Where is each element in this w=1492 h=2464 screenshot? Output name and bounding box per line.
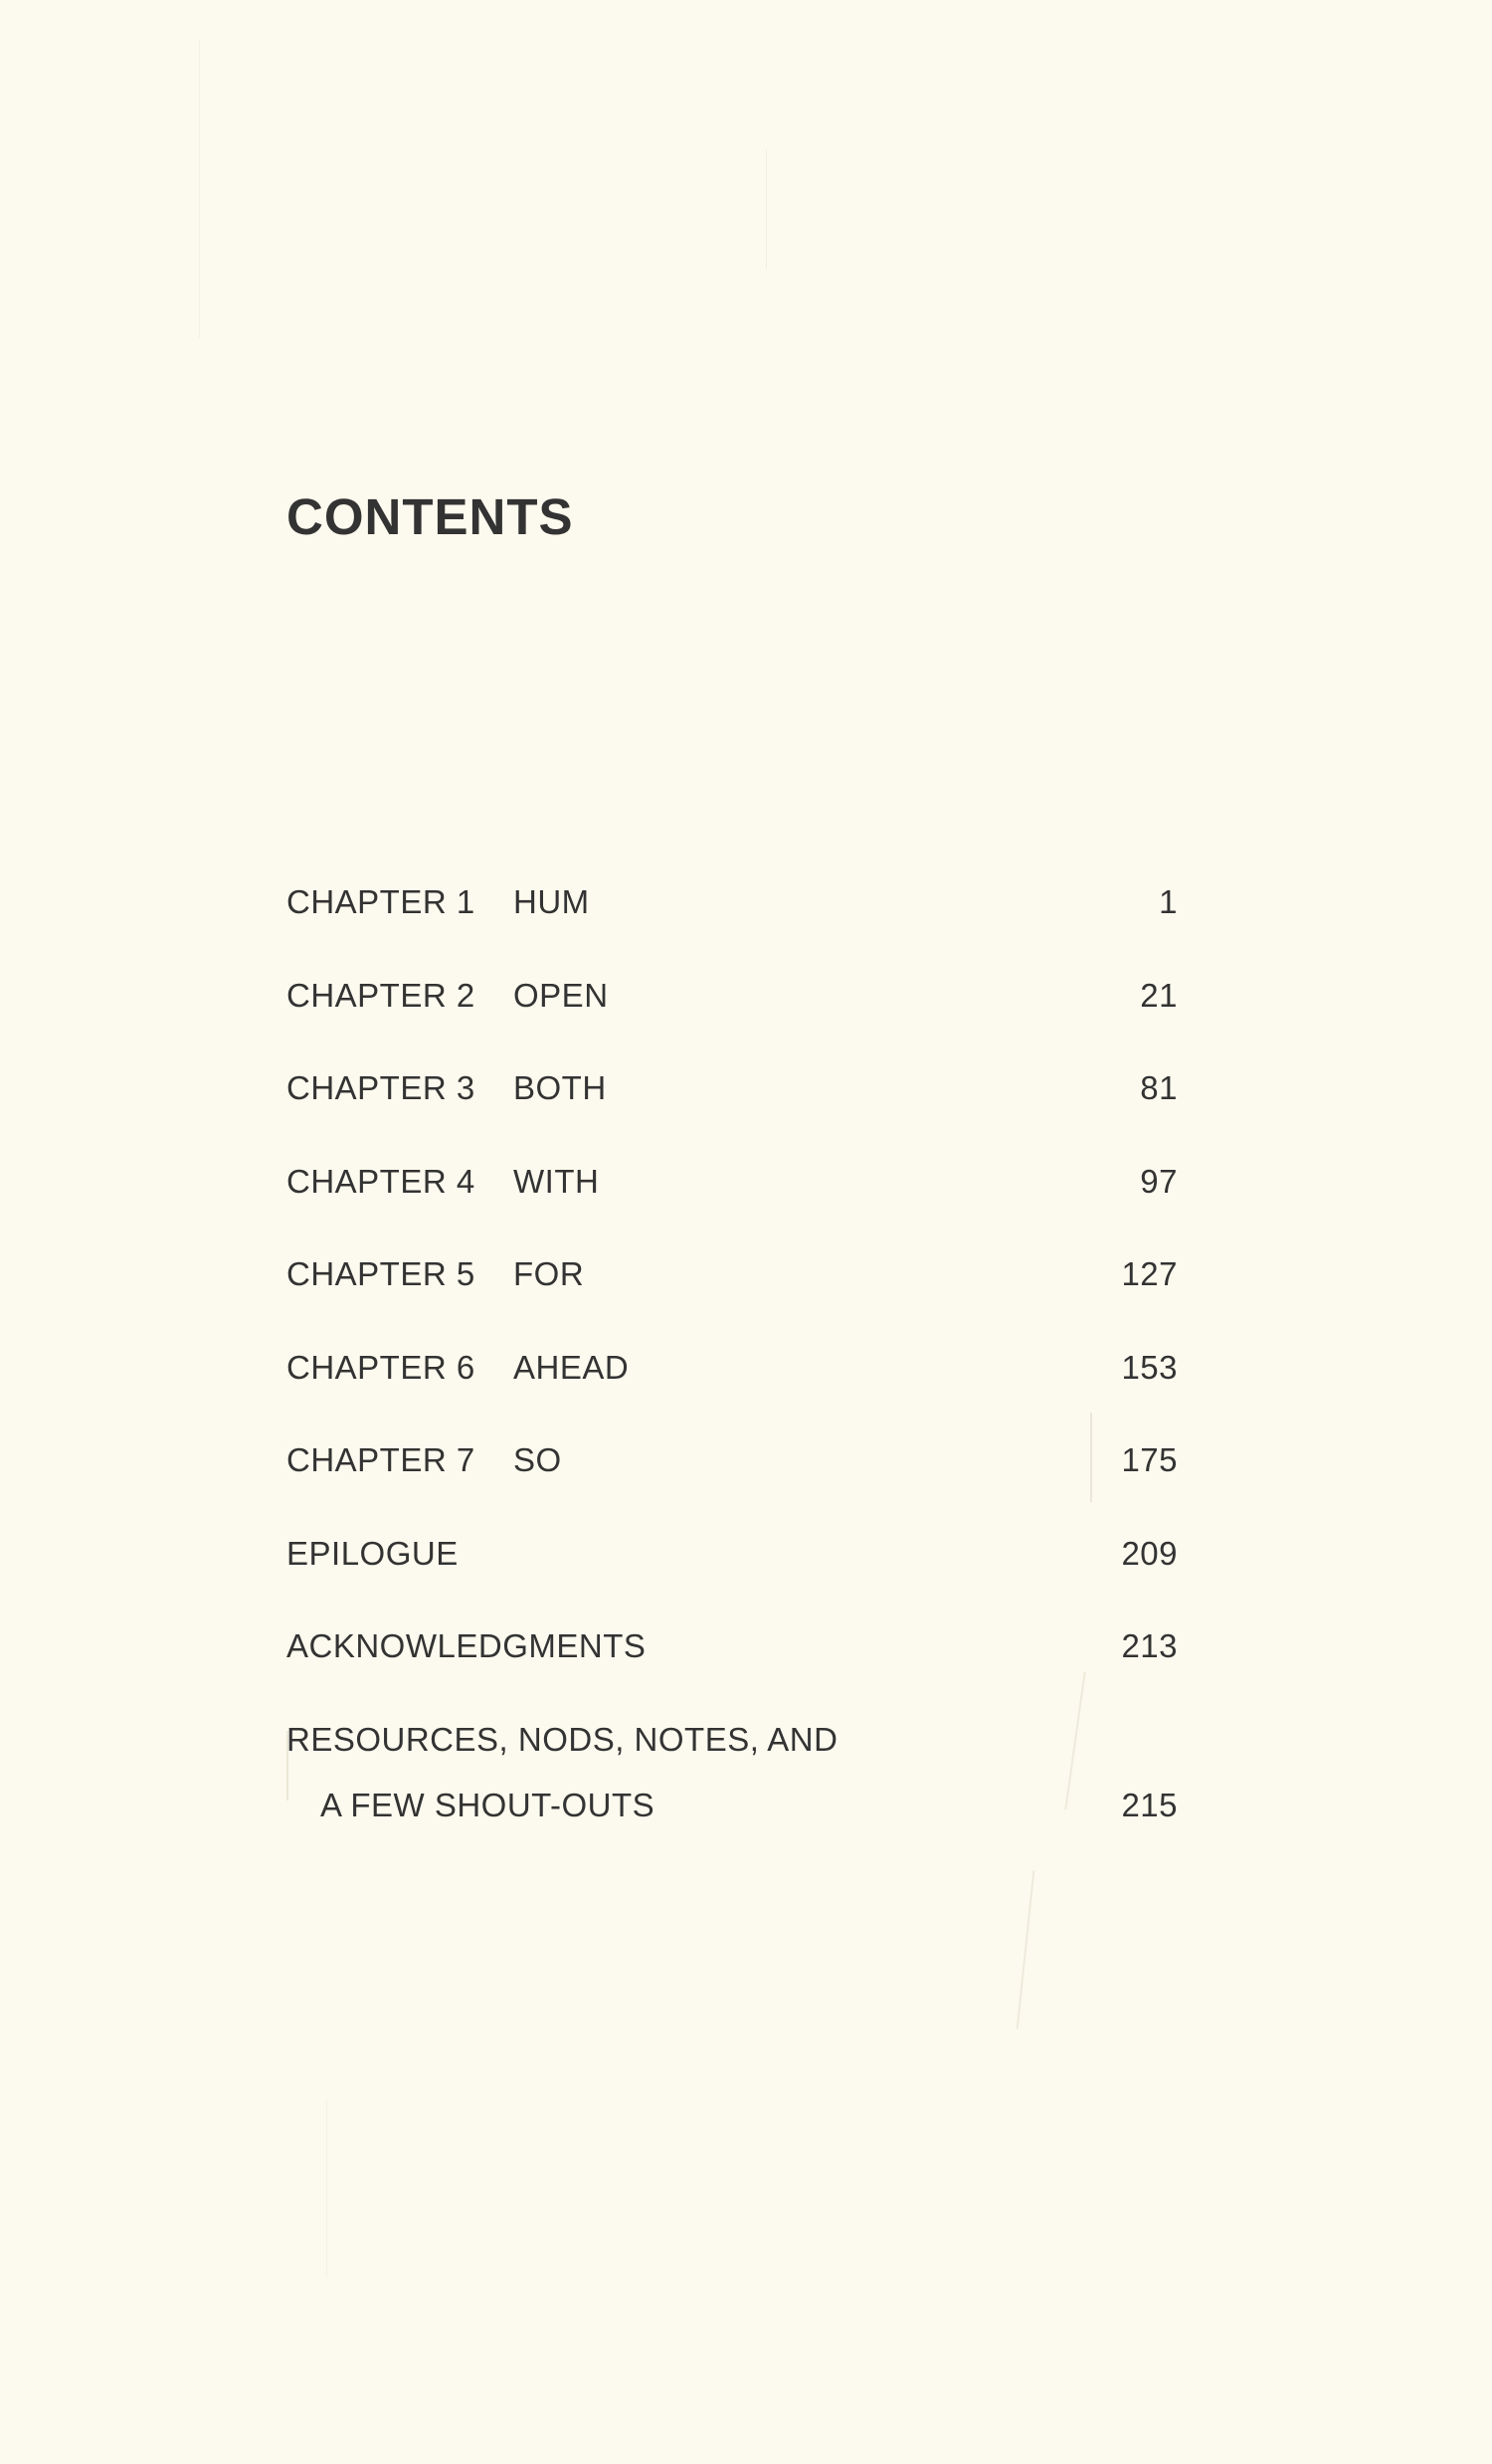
- toc-entry-acknowledgments[interactable]: [286, 1627, 1178, 1721]
- toc-entry-chapter-5[interactable]: [286, 1255, 1178, 1349]
- page-number: 127: [1121, 1255, 1178, 1292]
- page-number: 213: [1121, 1627, 1178, 1664]
- chapter-title: HUM: [513, 883, 590, 920]
- page-title: CONTENTS: [286, 488, 574, 545]
- chapter-number: CHAPTER 3: [286, 1069, 475, 1106]
- chapter-number: CHAPTER 7: [286, 1441, 475, 1478]
- toc-entry-chapter-1[interactable]: [286, 883, 1178, 977]
- scan-line-artifact: [326, 2099, 327, 2278]
- table-of-contents: [286, 883, 1178, 1860]
- toc-entry-epilogue[interactable]: [286, 1535, 1178, 1628]
- toc-entry-chapter-4[interactable]: [286, 1163, 1178, 1256]
- section-title: ACKNOWLEDGMENTS: [286, 1627, 647, 1664]
- chapter-number: CHAPTER 4: [286, 1162, 475, 1200]
- chapter-title: FOR: [513, 1255, 585, 1292]
- scan-line-artifact: [199, 40, 200, 338]
- toc-entry-chapter-2[interactable]: [286, 977, 1178, 1070]
- toc-entry-chapter-6[interactable]: [286, 1349, 1178, 1442]
- scan-line-artifact: [766, 149, 767, 269]
- page-number: 215: [1121, 1786, 1178, 1823]
- toc-entry-chapter-3[interactable]: [286, 1069, 1178, 1163]
- section-title-line-2: A FEW SHOUT-OUTS: [320, 1786, 655, 1823]
- toc-entry-chapter-7[interactable]: [286, 1441, 1178, 1535]
- page-number: 175: [1121, 1441, 1178, 1478]
- toc-entry-resources[interactable]: [286, 1721, 1178, 1860]
- chapter-title: OPEN: [513, 976, 609, 1014]
- page-number: 209: [1121, 1534, 1178, 1572]
- chapter-title: SO: [513, 1441, 562, 1478]
- page-number: 1: [1159, 883, 1178, 920]
- chapter-title: WITH: [513, 1162, 600, 1200]
- section-title-line-1: RESOURCES, NODS, NOTES, AND: [286, 1720, 839, 1758]
- chapter-title: AHEAD: [513, 1348, 630, 1386]
- page-number: 81: [1140, 1069, 1178, 1106]
- page-number: 97: [1140, 1162, 1178, 1200]
- chapter-number: CHAPTER 1: [286, 883, 475, 920]
- scan-line-artifact: [1017, 1870, 1035, 2028]
- chapter-number: CHAPTER 6: [286, 1348, 475, 1386]
- section-title: EPILOGUE: [286, 1534, 459, 1572]
- page-number: 153: [1121, 1348, 1178, 1386]
- chapter-number: CHAPTER 2: [286, 976, 475, 1014]
- page-number: 21: [1140, 976, 1178, 1014]
- chapter-title: BOTH: [513, 1069, 607, 1106]
- chapter-number: CHAPTER 5: [286, 1255, 475, 1292]
